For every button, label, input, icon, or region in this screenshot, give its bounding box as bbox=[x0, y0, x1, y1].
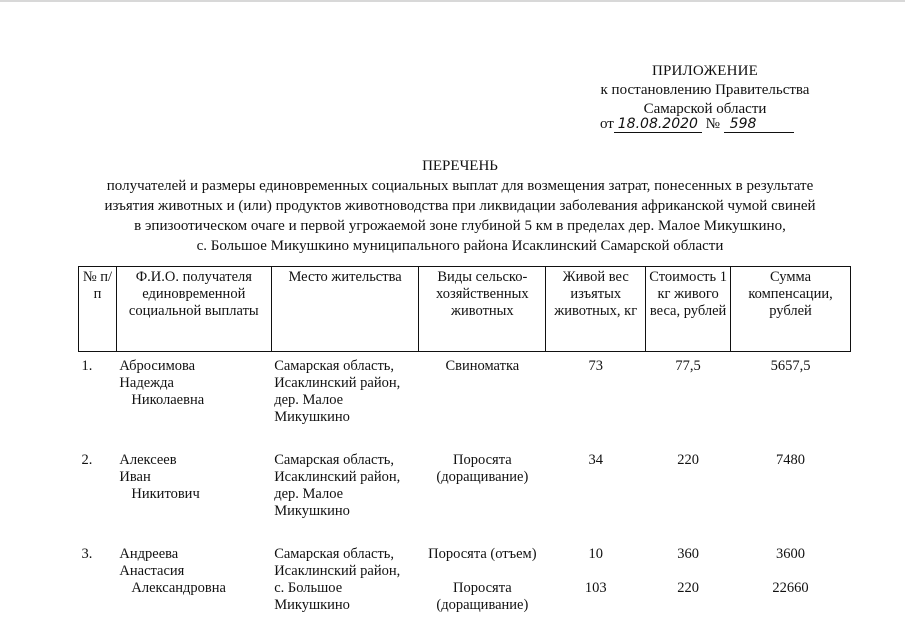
decree-number: 598 bbox=[724, 116, 794, 133]
sum-entry: 22660 bbox=[772, 580, 809, 596]
cost-entry: 220 bbox=[677, 580, 699, 596]
table-row bbox=[79, 352, 851, 447]
heading-title: ПЕРЕЧЕНЬ bbox=[422, 158, 498, 174]
sum-entry: 3600 bbox=[776, 546, 806, 562]
first-name: Иван bbox=[119, 469, 151, 485]
header-cost: Стоимость 1 кг живого веса, рублей bbox=[646, 267, 731, 352]
address-line: Самарская область, bbox=[274, 452, 395, 468]
from-label: от bbox=[600, 116, 614, 132]
residence bbox=[271, 540, 419, 634]
list-heading bbox=[60, 156, 860, 256]
table-row bbox=[79, 446, 851, 540]
address-line: дер. Малое bbox=[274, 486, 344, 502]
heading-line-3: в эпизоотическом очаге и первой угрожаемой зоне глубиной 5 км в пределах дер. Малое Микушкино, bbox=[134, 218, 786, 234]
appendix-block bbox=[560, 62, 850, 119]
address-line: Микушкино bbox=[274, 409, 350, 425]
patronymic: Александровна bbox=[131, 580, 226, 596]
header-name: Ф.И.О. получателя единовременной социальной выплаты bbox=[116, 267, 271, 352]
number-label: № bbox=[705, 116, 720, 132]
surname: Андреева bbox=[119, 546, 179, 562]
row-number: 1. bbox=[81, 358, 93, 374]
header-num: № п/п bbox=[79, 267, 117, 352]
heading-line-1: получателей и размеры единовременных социальных выплат для возмещения затрат, понесенных в результате bbox=[106, 178, 814, 194]
page-edge-line bbox=[0, 0, 905, 2]
address-line: Исаклинский район, bbox=[274, 375, 401, 391]
patronymic: Николаевна bbox=[131, 392, 205, 408]
live-weight: 73 bbox=[588, 358, 603, 374]
animal-kind: Поросята (доращивание) bbox=[436, 452, 529, 485]
cost-entry: 360 bbox=[677, 546, 699, 562]
recipient-name bbox=[116, 540, 271, 634]
recipients-table bbox=[78, 266, 851, 634]
live-weight bbox=[546, 540, 646, 634]
appendix-title: ПРИЛОЖЕНИЕ bbox=[651, 63, 759, 79]
header-weight: Живой вес изъятых животных, кг bbox=[546, 267, 646, 352]
table-row bbox=[79, 540, 851, 634]
header-address: Место жительства bbox=[271, 267, 419, 352]
heading-line-4: с. Большое Микушкино муниципального района Исаклинский Самарской области bbox=[196, 238, 724, 254]
surname: Алексеев bbox=[119, 452, 177, 468]
first-name: Анастасия bbox=[119, 563, 185, 579]
decree-reference bbox=[600, 116, 794, 133]
address-line: с. Большое bbox=[274, 580, 343, 596]
heading-line-2: изъятия животных и (или) продуктов животноводства при ликвидации заболевания африканской чумой свиней bbox=[104, 198, 816, 214]
cost-per-kg: 77,5 bbox=[675, 358, 701, 374]
address-line: Исаклинский район, bbox=[274, 563, 401, 579]
first-name: Надежда bbox=[119, 375, 174, 391]
patronymic: Никитович bbox=[131, 486, 200, 502]
animal-kind-entry: Поросята (отъем) bbox=[428, 546, 537, 562]
compensation-sum bbox=[731, 540, 851, 634]
row-number: 2. bbox=[81, 452, 93, 468]
address-line: Самарская область, bbox=[274, 358, 395, 374]
address-line: Микушкино bbox=[274, 503, 350, 519]
appendix-line-1: к постановлению Правительства bbox=[600, 82, 810, 98]
table-header-row bbox=[79, 267, 851, 352]
surname: Абросимова bbox=[119, 358, 196, 374]
address-line: Самарская область, bbox=[274, 546, 395, 562]
animal-kind: Свиноматка bbox=[445, 358, 520, 374]
live-weight-entry: 10 bbox=[588, 546, 603, 562]
row-number: 3. bbox=[81, 546, 93, 562]
header-kind: Виды сельско-хозяйственных животных bbox=[419, 267, 546, 352]
animal-kind-entry: Поросята (доращивание) bbox=[436, 580, 529, 613]
header-sum: Сумма компенсации, рублей bbox=[731, 267, 851, 352]
live-weight-entry: 103 bbox=[584, 580, 607, 596]
recipient-name bbox=[116, 352, 271, 447]
compensation-sum: 5657,5 bbox=[770, 358, 811, 374]
address-line: Исаклинский район, bbox=[274, 469, 401, 485]
residence bbox=[271, 352, 419, 447]
live-weight: 34 bbox=[588, 452, 603, 468]
cost-per-kg: 220 bbox=[677, 452, 699, 468]
residence bbox=[271, 446, 419, 540]
cost-per-kg bbox=[646, 540, 731, 634]
appendix-line-2: Самарской области bbox=[643, 101, 767, 117]
decree-date: 18.08.2020 bbox=[614, 116, 702, 133]
address-line: Микушкино bbox=[274, 597, 350, 613]
recipient-name bbox=[116, 446, 271, 540]
animal-kind bbox=[419, 540, 546, 634]
address-line: дер. Малое bbox=[274, 392, 344, 408]
compensation-sum: 7480 bbox=[776, 452, 806, 468]
